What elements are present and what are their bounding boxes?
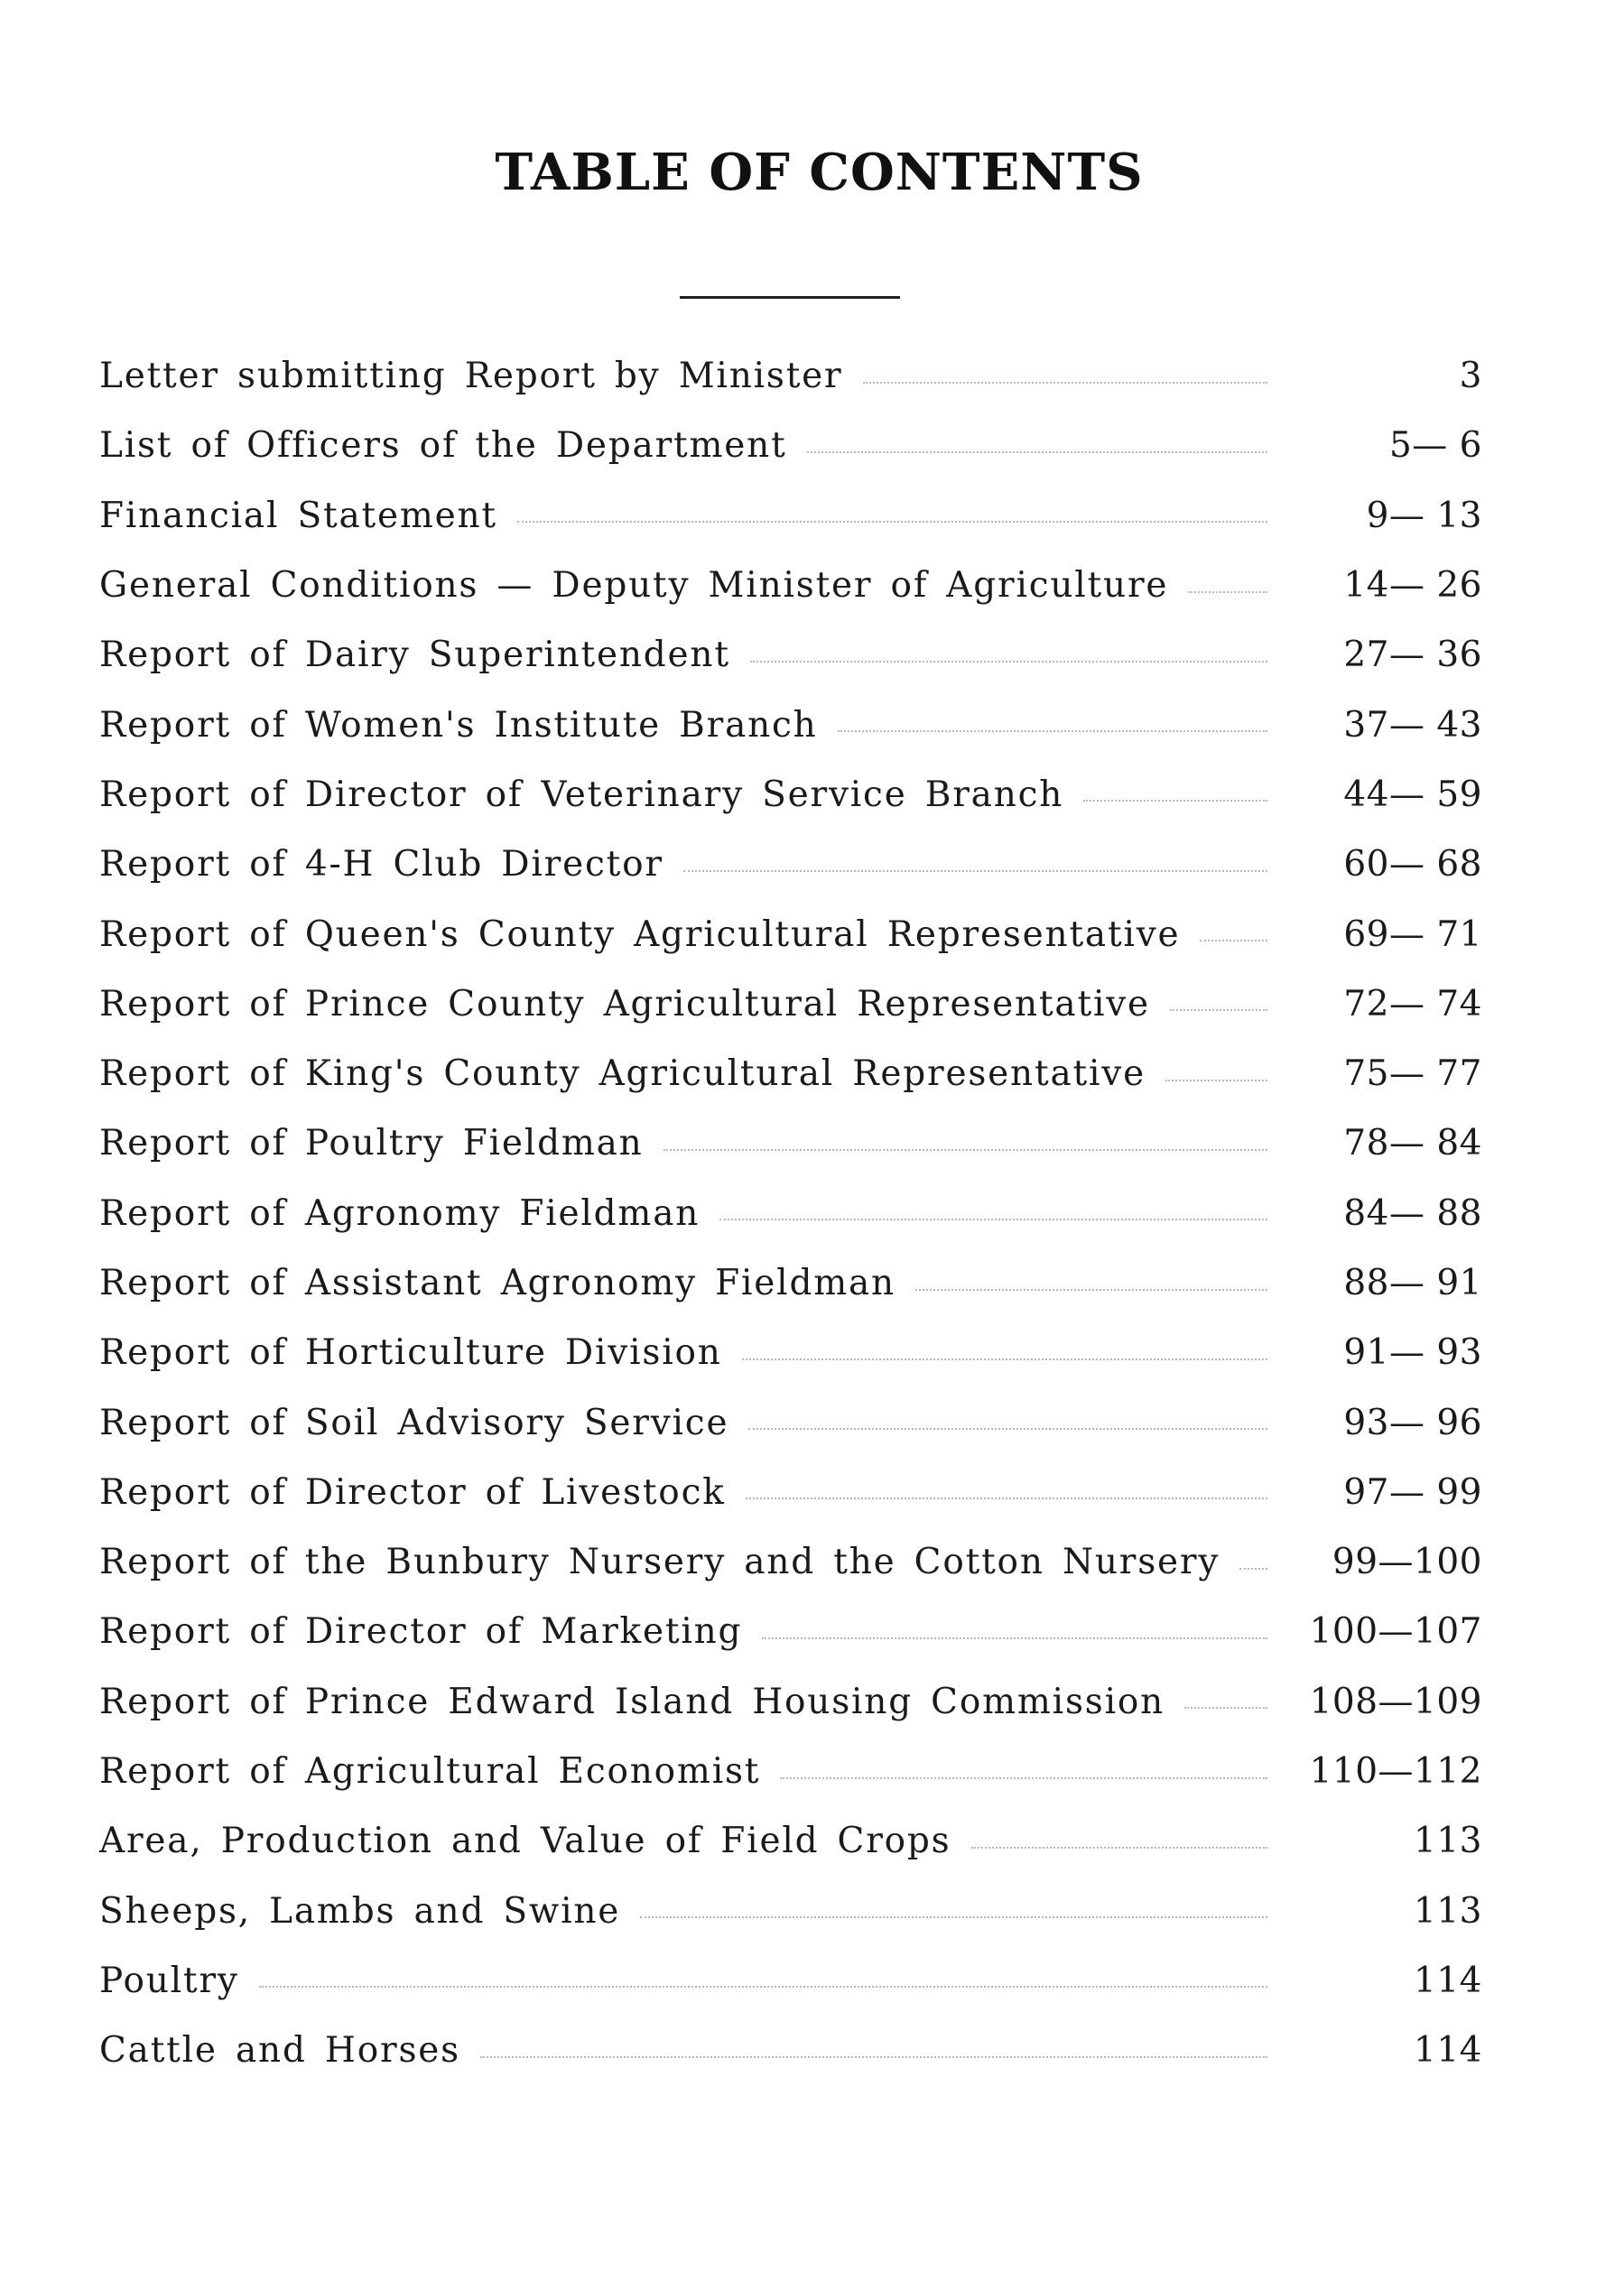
toc-entry-label: Area, Production and Value of Field Crops	[99, 1821, 951, 1862]
dot-leader	[683, 870, 1267, 872]
toc-entry-label: Report of Prince Edward Island Housing Commission	[99, 1681, 1165, 1722]
toc-entry-label: Report of Prince County Agricultural Representative	[99, 983, 1150, 1025]
toc-entry-pages: 113	[1414, 1890, 1482, 1932]
toc-entry-pages: 37— 43	[1343, 704, 1482, 746]
toc-entry	[99, 969, 1482, 1039]
toc-entry-pages: 60— 68	[1343, 844, 1482, 886]
dot-leader	[640, 1916, 1267, 1918]
toc-entry-label: Sheeps, Lambs and Swine	[99, 1890, 621, 1932]
toc-entry	[99, 1039, 1482, 1108]
toc-entry	[99, 341, 1482, 411]
toc-entry-label: General Conditions — Deputy Minister of Agriculture	[99, 565, 1169, 607]
toc-entry-label: Financial Statement	[99, 495, 497, 536]
toc-entry-label: Letter submitting Report by Minister	[99, 356, 843, 397]
toc-entry	[99, 1318, 1482, 1387]
toc-entry-pages: 97— 99	[1343, 1471, 1482, 1513]
toc-entry	[99, 1387, 1482, 1457]
toc-entry-label: Report of Agronomy Fieldman	[99, 1192, 701, 1234]
dot-leader	[719, 1219, 1267, 1220]
toc-entry	[99, 1527, 1482, 1597]
toc-entry-label: Report of Director of Marketing	[99, 1611, 743, 1653]
toc-entry-label: Report of Agricultural Economist	[99, 1751, 761, 1793]
toc-entry-pages: 88— 91	[1343, 1263, 1482, 1303]
dot-leader	[750, 661, 1267, 663]
toc-entry-pages: 100—107	[1309, 1611, 1482, 1653]
toc-entry-pages: 44— 59	[1343, 774, 1482, 815]
toc-entry-pages: 114	[1414, 1960, 1482, 2001]
dot-leader	[517, 521, 1267, 523]
dot-leader	[1200, 940, 1267, 941]
toc-entry-label: Report of King's County Agricultural Representative	[99, 1053, 1146, 1095]
toc-entry-label: Report of Director of Veterinary Service Branch	[99, 774, 1064, 815]
toc-entry-pages: 69— 71	[1343, 913, 1482, 955]
dot-leader	[1184, 1707, 1267, 1709]
dot-leader	[1188, 591, 1267, 593]
toc-entry	[99, 481, 1482, 551]
toc-entry-label: Report of Soil Advisory Service	[99, 1402, 729, 1443]
toc-entry-pages: 14— 26	[1343, 565, 1482, 607]
toc-entry-pages: 110—112	[1309, 1751, 1482, 1793]
toc-entry	[99, 411, 1482, 480]
toc-entry	[99, 551, 1482, 620]
toc-entry	[99, 1877, 1482, 1946]
dot-leader	[748, 1428, 1267, 1430]
dot-leader	[915, 1289, 1267, 1291]
toc-entry-pages: 114	[1414, 2030, 1482, 2072]
toc-entry	[99, 1458, 1482, 1527]
toc-entry-label: Report of Assistant Agronomy Fieldman	[99, 1263, 896, 1303]
dot-leader	[480, 2056, 1267, 2058]
dot-leader	[1165, 1080, 1267, 1081]
toc-entry-pages: 99—100	[1332, 1542, 1482, 1583]
toc-entry	[99, 1597, 1482, 1666]
toc-entry	[99, 1108, 1482, 1178]
toc-entry-pages: 91— 93	[1343, 1332, 1482, 1374]
toc-entry-label: Report of Women's Institute Branch	[99, 704, 818, 746]
toc-entry	[99, 1248, 1482, 1318]
dot-leader	[1239, 1568, 1267, 1570]
toc-entry	[99, 1946, 1482, 2016]
dot-leader	[742, 1358, 1267, 1360]
toc-entry	[99, 1179, 1482, 1248]
toc-entry-pages: 84— 88	[1343, 1192, 1482, 1234]
dot-leader	[259, 1986, 1267, 1988]
toc-entry-pages: 75— 77	[1343, 1053, 1482, 1095]
dot-leader	[746, 1497, 1267, 1499]
toc-entry-pages: 72— 74	[1343, 983, 1482, 1025]
toc-entry-pages: 78— 84	[1343, 1123, 1482, 1164]
dot-leader	[971, 1847, 1267, 1849]
dot-leader	[863, 382, 1268, 384]
toc-entry-pages: 5— 6	[1388, 425, 1482, 467]
toc-entry	[99, 1737, 1482, 1806]
toc-entry-label: Report of 4-H Club Director	[99, 844, 664, 886]
toc-entry	[99, 1806, 1482, 1876]
toc-entry	[99, 690, 1482, 759]
toc-entry-label: Report of Horticulture Division	[99, 1332, 722, 1374]
toc-entry-label: List of Officers of the Department	[99, 425, 787, 467]
toc-entry-label: Poultry	[99, 1960, 239, 2001]
toc-entry-pages: 93— 96	[1343, 1402, 1482, 1443]
toc-entry	[99, 760, 1482, 830]
toc-entry-pages: 9— 13	[1366, 495, 1482, 536]
toc-entry	[99, 1667, 1482, 1737]
toc-entry-pages: 3	[1459, 356, 1482, 397]
dot-leader	[664, 1149, 1267, 1151]
toc-entry-label: Cattle and Horses	[99, 2030, 460, 2072]
dot-leader	[1083, 800, 1267, 802]
toc-entry-pages: 27— 36	[1343, 635, 1482, 676]
toc-entry-pages: 108—109	[1309, 1681, 1482, 1722]
toc-entry-label: Report of the Bunbury Nursery and the Cotton Nursery	[99, 1542, 1220, 1583]
title-divider	[680, 296, 900, 299]
dot-leader	[780, 1777, 1267, 1779]
toc-entry	[99, 830, 1482, 899]
dot-leader	[762, 1637, 1267, 1639]
toc-entry-label: Report of Queen's County Agricultural Representative	[99, 913, 1181, 955]
toc-entry	[99, 899, 1482, 969]
toc-entry-label: Report of Director of Livestock	[99, 1471, 726, 1513]
toc-entry-label: Report of Dairy Superintendent	[99, 635, 730, 676]
toc-entry	[99, 620, 1482, 690]
page-title: TABLE OF CONTENTS	[495, 143, 1144, 202]
dot-leader	[1170, 1009, 1267, 1011]
table-of-contents	[99, 341, 1482, 2085]
dot-leader	[807, 451, 1267, 453]
toc-entry	[99, 2016, 1482, 2085]
toc-entry-label: Report of Poultry Fieldman	[99, 1123, 644, 1164]
toc-entry-pages: 113	[1414, 1821, 1482, 1862]
dot-leader	[838, 730, 1267, 732]
